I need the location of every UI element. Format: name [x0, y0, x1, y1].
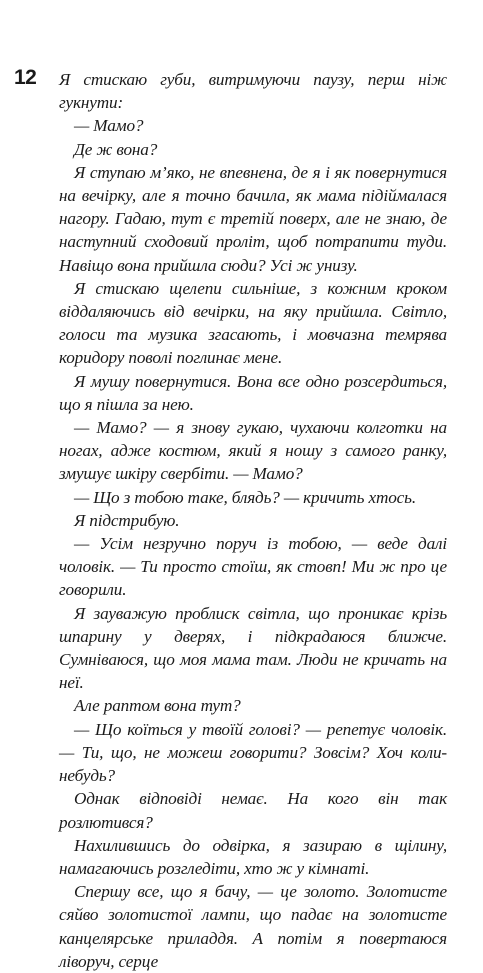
paragraph: — Усім незручно поруч із тобою, — веде далі чоловік. — Ти просто стоїш, як стовп! Ми ж про це говорили.: [59, 534, 447, 600]
paragraph: — Мамо? — я знову гукаю, чухаючи колготки на ногах, адже костюм, який я ношу з самого ранку, змушує шкіру свербіти. — Мамо?: [59, 418, 447, 484]
paragraph: Я ступаю м’яко, не впевнена, де я і як повернутися на вечірку, але я точно бачила, як мама підіймалася нагору. Гадаю, тут є третій поверх, але не знаю, де наступний сходовий проліт, щоб потрапити туди. Навіщо вона прийшла сюди? Усі ж унизу.: [59, 162, 447, 275]
paragraph: — Що коїться у твоїй голові? — репетує чоловік. — Ти, що, не можеш говорити? Зовсім? Хоч коли-небудь?: [59, 719, 447, 786]
paragraph: Однак відповіді немає. На кого він так розлютився?: [59, 789, 447, 832]
paragraph: Я стискаю губи, витримуючи паузу, перш ніж гукнути:: [59, 70, 447, 113]
paragraph: — Мамо?: [74, 116, 144, 136]
body-text: [59, 68, 447, 973]
paragraph: Спершу все, що я бачу, — це золото. Золотисте сяйво золотистої лампи, що падає на золотисте канцелярське приладдя. А потім я повертаюся ліворуч, серце: [59, 882, 447, 971]
paragraph: Я мушу повернутися. Вона все одно розсердиться, що я пішла за нею.: [59, 371, 447, 414]
page-number: 12: [14, 66, 37, 89]
paragraph: Де ж вона?: [74, 139, 158, 159]
paragraph: — Що з тобою таке, блядь? — кричить хтось.: [74, 487, 416, 507]
paragraph: Я зауважую проблиск світла, що проникає крізь шпарину у дверях, і підкрадаюся ближче. Сумніваюся, що моя мама там. Люди не кричать на неї.: [59, 603, 447, 693]
paragraph: Нахилившись до одвірка, я зазираю в щілину, намагаючись розгледіти, хто ж у кімнаті.: [59, 835, 447, 878]
paragraph: Я стискаю щелепи сильніше, з кожним кроком віддаляючись від вечірки, на яку прийшла. Світло, голоси та музика згасають, і мовчазна темрява коридору поволі поглинає мене.: [59, 278, 447, 368]
paragraph: Але раптом вона тут?: [74, 696, 241, 716]
paragraph: Я підстрибую.: [74, 510, 180, 530]
